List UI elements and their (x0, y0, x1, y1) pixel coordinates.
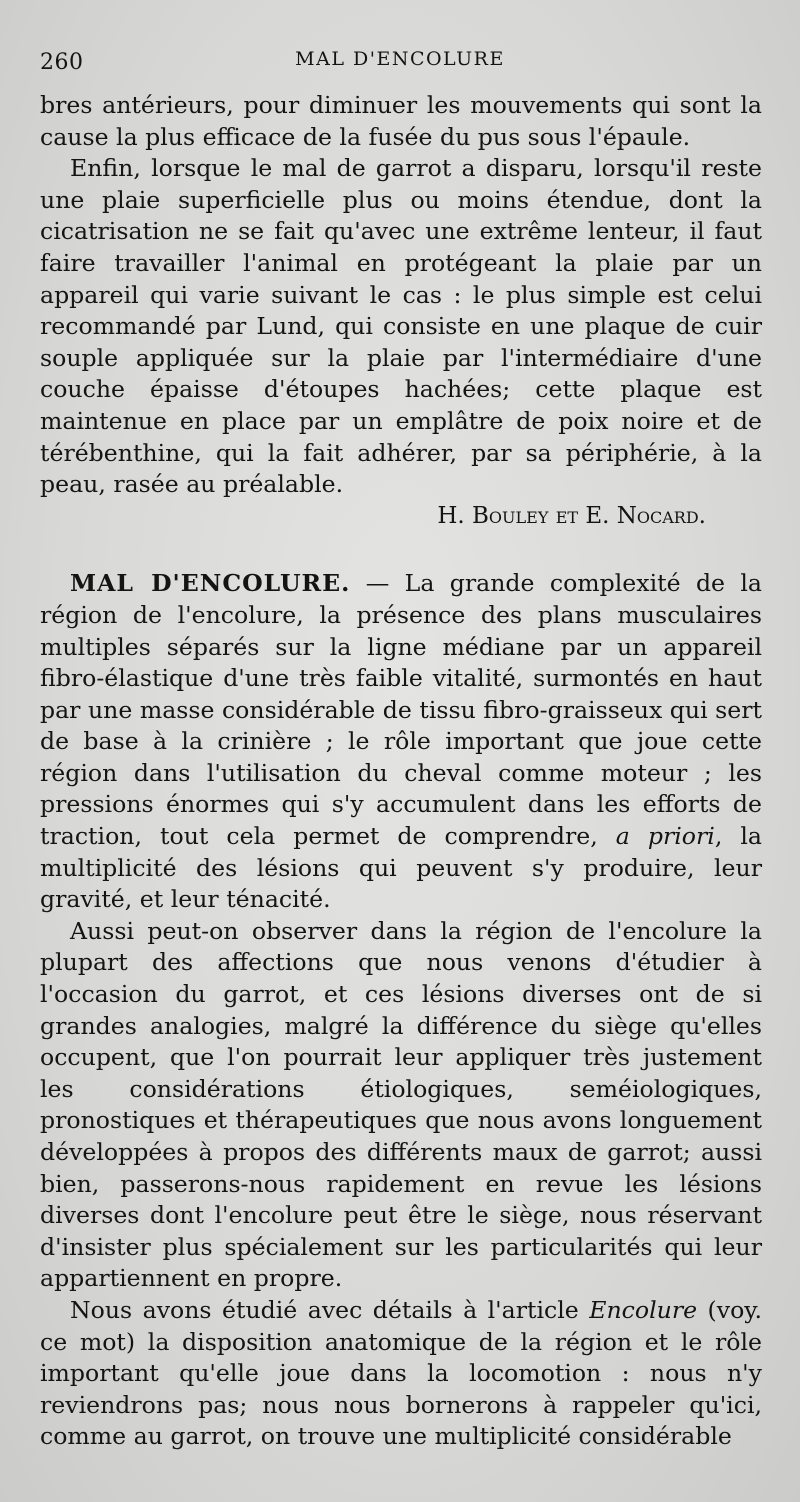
author-signature (40, 501, 762, 533)
signature-text: H. Bouley et E. Nocard. (437, 502, 706, 529)
p5-text-part-1: Nous avons étudié avec détails à l'article (70, 1295, 590, 1324)
entry-heading: MAL D'ENCOLURE. (70, 569, 351, 598)
entry-text-part-1: — La grande complexité de la région de l'encolure, la présence des plans musculaires multiples séparés sur la ligne médiane par un appareil fibro-élastique d'une très faible vitalité, surmontés en haut par une masse considérable de tissu fibro-graisseux qui sert de base à la crinière ; le rôle important que joue cette région dans l'utilisation du cheval comme moteur ; les pressions énormes qui s'y accumulent dans les efforts de traction, tout cela permet de comprendre, (40, 569, 762, 851)
p5-italic-encolure: Encolure (589, 1295, 698, 1324)
paragraph-nous-avons (40, 1295, 762, 1453)
page-number: 260 (40, 50, 84, 75)
entry-text-part-2: , la multiplicité des lésions qui peuvent s'y produire, leur gravité, et leur ténacité. (40, 822, 762, 914)
entry-italic-a-priori: a priori (615, 822, 715, 851)
page-header (40, 46, 760, 78)
paragraph-continuation: bres antérieurs, pour diminuer les mouvements qui sont la cause la plus efficace de la fusée du pus sous l'épaule. (40, 91, 762, 151)
paragraph-entry-intro (40, 568, 762, 916)
paragraph-aussi: Aussi peut-on observer dans la région de l'encolure la plupart des affections que nous venons d'étudier à l'occasion du garrot, et ces lésions diverses ont de si grandes analogies, malgré la différence du siège qu'elles occupent, que l'on pourrait leur appliquer très justement les considérations étiologiques, seméiologiques, pronostiques et thérapeutiques que nous avons longuement développées à propos des différents maux de garrot; aussi bien, passerons-nous rapidement en revue les lésions diverses dont l'encolure peut être le siège, nous réservant d'insister plus spécialement sur les particularités qui leur appartiennent en propre. (40, 916, 762, 1293)
body-text (40, 90, 762, 1453)
p5-text-part-2: (voy. ce mot) la disposition anatomique de la région et le rôle important qu'elle joue dans la locomotion : nous n'y reviendrons pas; nous nous bornerons à rappeler qu'ici, comme au garrot, on trouve une multiplicité considérable (40, 1295, 762, 1451)
running-title: MAL D'ENCOLURE (295, 48, 505, 70)
paragraph-enfin: Enfin, lorsque le mal de garrot a disparu, lorsqu'il reste une plaie superficielle plus ou moins étendue, dont la cicatrisation ne se fait qu'avec une extrême lenteur, il faut faire travailler l'animal en protégeant la plaie par un appareil qui varie suivant le cas : le plus simple est celui recommandé par Lund, qui consiste en une plaque de cuir souple appliquée sur la plaie par l'intermédiaire d'une couche épaisse d'étoupes hachées; cette plaque est maintenue en place par un emplâtre de poix noire et de térébenthine, qui la fait adhérer, par sa périphérie, à la peau, rasée au préalable. (40, 154, 762, 499)
section-gap (40, 532, 762, 568)
